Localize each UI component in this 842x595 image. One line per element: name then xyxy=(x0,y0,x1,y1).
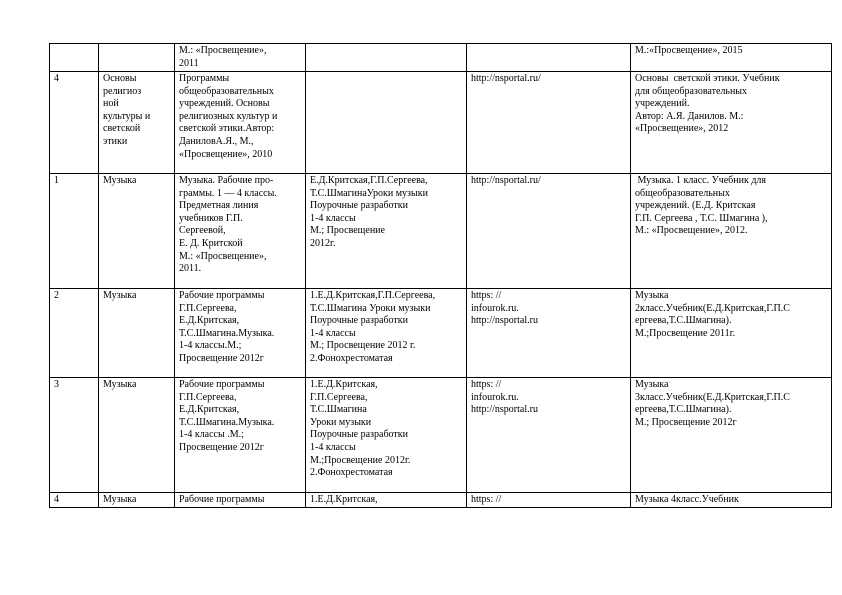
cell-internet xyxy=(467,72,631,174)
cell-subject xyxy=(99,174,175,289)
table-body xyxy=(50,44,832,508)
cell-text-line: Основы xyxy=(103,73,137,84)
cell-text-line: 2011. xyxy=(179,263,202,275)
cell-text-line: учреждений. Основы xyxy=(179,98,270,110)
cell-text-line: Автор: А.Я. Данилов. М.: xyxy=(635,110,744,122)
cell-text-line: https: // xyxy=(471,494,502,505)
cell-text-line: Музыка xyxy=(103,379,137,390)
cell-text-line: Г.П.Сергеева, xyxy=(179,391,237,403)
cell-text-line: Сергеевой, xyxy=(179,225,226,237)
cell-text-line: Музыка xyxy=(103,290,137,301)
cell-text-line: 4 xyxy=(54,494,59,505)
cell-text-line: Уроки музыки xyxy=(310,416,372,428)
cell-text-line: граммы. 1 — 4 классы. xyxy=(179,187,277,199)
cell-text-line: Музыка 4класс.Учебник xyxy=(635,494,739,505)
cell-text-line: 2011 xyxy=(179,57,199,69)
cell-text-line: учреждений. (Е.Д. Критская xyxy=(635,200,756,212)
cell-subject xyxy=(99,493,175,508)
cell-text-line: светской этики.Автор: xyxy=(179,123,275,135)
cell-text-line: ной xyxy=(103,98,119,110)
cell-number xyxy=(50,289,99,378)
cell-text-line: Рабочие программы xyxy=(179,290,265,301)
cell-text-line: религиозных культур и xyxy=(179,110,278,122)
cell-methodical xyxy=(306,493,467,508)
cell-text-line: Е.Д.Критская,Г.П.Сергеева, xyxy=(310,175,428,186)
cell-number xyxy=(50,174,99,289)
cell-text-line: 1-4 классы xyxy=(310,327,356,339)
cell-number xyxy=(50,72,99,174)
cell-text-line: этики xyxy=(103,135,128,147)
cell-textbook xyxy=(631,493,832,508)
cell-methodical xyxy=(306,378,467,493)
cell-text-line: М.: «Просвещение», 2012. xyxy=(635,225,748,237)
cell-text-line: Музыка xyxy=(635,290,669,301)
cell-number xyxy=(50,44,99,72)
cell-text-line: Поурочные разработки xyxy=(310,429,408,441)
cell-program xyxy=(175,44,306,72)
cell-text-line: М.; Просвещение 2012г xyxy=(635,416,737,428)
cell-text-line: 3 xyxy=(54,379,59,390)
cell-number xyxy=(50,493,99,508)
cell-text-line: Т.С.Шмагина xyxy=(310,404,367,416)
cell-text-line: Т.С.Шмагина Уроки музыки xyxy=(310,302,431,314)
cell-text-line: Музыка. Рабочие про- xyxy=(179,175,274,186)
cell-text-line: http://nsportal.ru xyxy=(471,404,538,416)
cell-text-line: общеобразовательных xyxy=(179,85,274,97)
cell-text-line: 2012г. xyxy=(310,237,336,249)
cell-text-line: infourok.ru. xyxy=(471,302,519,314)
table-row xyxy=(50,174,832,289)
cell-text-line: Музыка xyxy=(103,494,137,505)
cell-text-line: Поурочные разработки xyxy=(310,315,408,327)
cell-methodical xyxy=(306,174,467,289)
cell-subject xyxy=(99,378,175,493)
cell-text-line: Е.Д.Критская, xyxy=(179,404,240,416)
cell-text-line: Основы светской этики. Учебник xyxy=(635,73,780,84)
cell-text-line: Т.С.Шмагина.Музыка. xyxy=(179,416,275,428)
cell-text-line: Поурочные разработки xyxy=(310,200,408,212)
cell-text-line: М.: «Просвещение», xyxy=(179,45,267,56)
cell-text-line: общеобразовательных xyxy=(635,187,730,199)
cell-text-line: ДаниловА.Я., М., xyxy=(179,135,254,147)
cell-text-line: «Просвещение», 2010 xyxy=(179,148,273,160)
cell-text-line: Музыка xyxy=(103,175,137,186)
cell-text-line: 3класс.Учебник(Е.Д.Критская,Г.П.С xyxy=(635,391,790,403)
cell-text-line: infourok.ru. xyxy=(471,391,519,403)
cell-text-line: Е.Д.Критская, xyxy=(179,315,240,327)
cell-text-line: М.; Просвещение 2012 г. xyxy=(310,340,416,352)
cell-text-line: 2.Фонохрестоматая xyxy=(310,352,393,364)
table-row xyxy=(50,493,832,508)
cell-internet xyxy=(467,493,631,508)
cell-text-line: светской xyxy=(103,123,141,135)
cell-text-line: Г.П. Сергеева , Т.С. Шмагина ), xyxy=(635,212,768,224)
cell-subject xyxy=(99,289,175,378)
cell-text-line: учебников Г.П. xyxy=(179,212,243,224)
cell-text-line: Г.П.Сергеева, xyxy=(179,302,237,314)
cell-program xyxy=(175,378,306,493)
cell-text-line: «Просвещение», 2012 xyxy=(635,123,729,135)
cell-text-line: http://nsportal.ru/ xyxy=(471,175,541,186)
cell-text-line: 1.Е.Д.Критская, xyxy=(310,494,378,505)
cell-text-line: учреждений. xyxy=(635,98,690,110)
cell-number xyxy=(50,378,99,493)
cell-text-line: Г.П.Сергеева, xyxy=(310,391,368,403)
cell-text-line: Т.С.Шмагина.Музыка. xyxy=(179,327,275,339)
cell-text-line: Программы xyxy=(179,73,230,84)
cell-text-line: Е. Д. Критской xyxy=(179,237,243,249)
cell-textbook xyxy=(631,44,832,72)
cell-program xyxy=(175,493,306,508)
curriculum-table xyxy=(49,43,832,508)
cell-text-line: 4 xyxy=(54,73,59,84)
cell-subject xyxy=(99,44,175,72)
cell-internet xyxy=(467,378,631,493)
cell-methodical xyxy=(306,44,467,72)
cell-subject xyxy=(99,72,175,174)
cell-text-line: 1-4 классы .М.; xyxy=(179,429,244,441)
cell-text-line: http://nsportal.ru/ xyxy=(471,73,541,84)
cell-text-line: 2.Фонохрестоматая xyxy=(310,467,393,479)
cell-text-line: ергеева,Т.С.Шмагина). xyxy=(635,404,732,416)
cell-text-line: 1 xyxy=(54,175,59,186)
cell-text-line: 1-4 классы xyxy=(310,212,356,224)
cell-text-line: Рабочие программы xyxy=(179,379,265,390)
cell-text-line: М.:«Просвещение», 2015 xyxy=(635,45,743,56)
cell-text-line: https: // xyxy=(471,379,502,390)
cell-textbook xyxy=(631,378,832,493)
cell-text-line: 2класс.Учебник(Е.Д.Критская,Г.П.С xyxy=(635,302,790,314)
cell-program xyxy=(175,174,306,289)
cell-text-line: 1.Е.Д.Критская, xyxy=(310,379,378,390)
cell-text-line: ергеева,Т.С.Шмагина). xyxy=(635,315,732,327)
cell-text-line: 2 xyxy=(54,290,59,301)
cell-text-line: 1-4 классы.М.; xyxy=(179,340,242,352)
cell-text-line: Рабочие программы xyxy=(179,494,265,505)
cell-text-line: религиоз xyxy=(103,85,142,97)
cell-methodical xyxy=(306,72,467,174)
cell-text-line: Просвещение 2012г xyxy=(179,441,264,453)
cell-text-line: 1-4 классы xyxy=(310,441,356,453)
cell-internet xyxy=(467,289,631,378)
cell-text-line: М.;Просвещение 2012г. xyxy=(310,454,411,466)
cell-internet xyxy=(467,44,631,72)
cell-program xyxy=(175,289,306,378)
cell-text-line: культуры и xyxy=(103,110,151,122)
table-row xyxy=(50,289,832,378)
cell-text-line: Предметная линия xyxy=(179,200,259,212)
cell-text-line: https: // xyxy=(471,290,502,301)
cell-text-line: http://nsportal.ru xyxy=(471,315,538,327)
cell-textbook xyxy=(631,289,832,378)
cell-internet xyxy=(467,174,631,289)
table-row xyxy=(50,44,832,72)
cell-text-line: 1.Е.Д.Критская,Г.П.Сергеева, xyxy=(310,290,436,301)
cell-text-line: Т.С.ШмагинаУроки музыки xyxy=(310,187,428,199)
table-row xyxy=(50,378,832,493)
cell-textbook xyxy=(631,72,832,174)
cell-methodical xyxy=(306,289,467,378)
cell-text-line: М.;Просвещение 2011г. xyxy=(635,327,736,339)
cell-text-line: Музыка. 1 класс. Учебник для xyxy=(635,175,766,186)
cell-textbook xyxy=(631,174,832,289)
cell-text-line: Музыка xyxy=(635,379,669,390)
cell-text-line: М.; Просвещение xyxy=(310,225,385,237)
cell-text-line: М.: «Просвещение», xyxy=(179,250,267,262)
cell-program xyxy=(175,72,306,174)
table-row xyxy=(50,72,832,174)
cell-text-line: Просвещение 2012г xyxy=(179,352,264,364)
cell-text-line: для общеобразовательных xyxy=(635,85,748,97)
